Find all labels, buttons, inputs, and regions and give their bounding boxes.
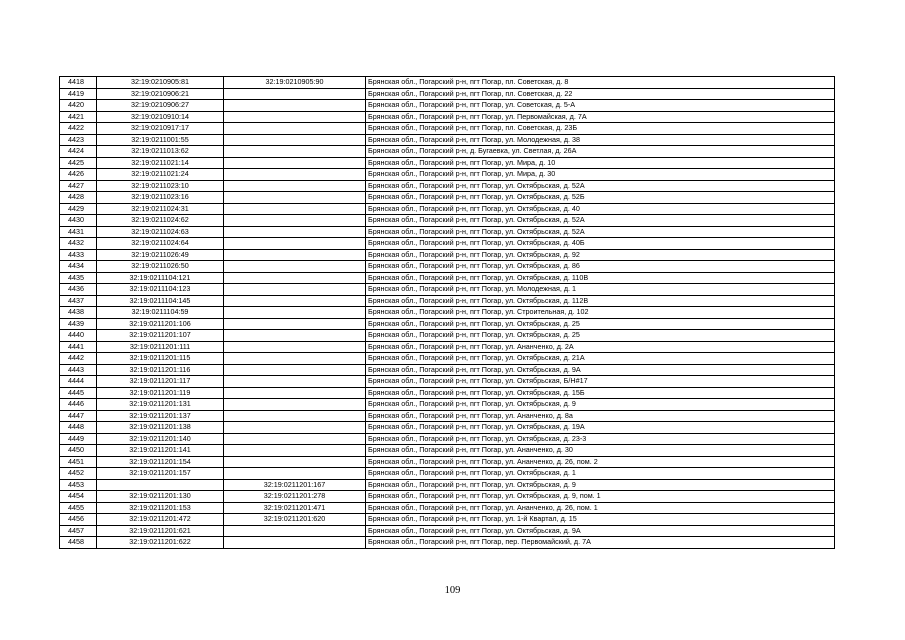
address-cell: Брянская обл., Погарский р-н, пгт Погар, ул. Октябрьская, д. 19А	[366, 422, 835, 434]
address-cell: Брянская обл., Погарский р-н, пгт Погар, ул. Ананченко, д. 30	[366, 445, 835, 457]
related-cadastral-number-cell	[224, 123, 366, 135]
table-row	[60, 157, 835, 169]
cadastral-table	[59, 76, 835, 549]
cadastral-number-cell: 32:19:0211104:59	[97, 307, 224, 319]
address-cell: Брянская обл., Погарский р-н, пгт Погар, ул. Октябрьская, Б/Н#17	[366, 376, 835, 388]
address-cell: Брянская обл., Погарский р-н, пгт Погар, ул. Октябрьская, д. 112В	[366, 295, 835, 307]
cadastral-number-cell: 32:19:0211201:107	[97, 330, 224, 342]
cadastral-number-cell	[97, 479, 224, 491]
table-row	[60, 295, 835, 307]
row-number-cell: 4457	[60, 525, 97, 537]
cadastral-number-cell: 32:19:0211201:153	[97, 502, 224, 514]
related-cadastral-number-cell	[224, 445, 366, 457]
cadastral-number-cell: 32:19:0211021:14	[97, 157, 224, 169]
table-row	[60, 272, 835, 284]
table-row	[60, 479, 835, 491]
related-cadastral-number-cell	[224, 169, 366, 181]
related-cadastral-number-cell	[224, 387, 366, 399]
related-cadastral-number-cell	[224, 238, 366, 250]
related-cadastral-number-cell	[224, 330, 366, 342]
related-cadastral-number-cell	[224, 410, 366, 422]
table-row	[60, 502, 835, 514]
related-cadastral-number-cell	[224, 157, 366, 169]
cadastral-number-cell: 32:19:0211201:115	[97, 353, 224, 365]
cadastral-number-cell: 32:19:0211024:31	[97, 203, 224, 215]
related-cadastral-number-cell: 32:19:0210905:90	[224, 77, 366, 89]
table-row	[60, 399, 835, 411]
cadastral-number-cell: 32:19:0210906:27	[97, 100, 224, 112]
row-number-cell: 4456	[60, 514, 97, 526]
row-number-cell: 4451	[60, 456, 97, 468]
row-number-cell: 4422	[60, 123, 97, 135]
cadastral-number-cell: 32:19:0211023:10	[97, 180, 224, 192]
row-number-cell: 4419	[60, 88, 97, 100]
related-cadastral-number-cell	[224, 146, 366, 158]
cadastral-number-cell: 32:19:0211024:63	[97, 226, 224, 238]
related-cadastral-number-cell	[224, 433, 366, 445]
related-cadastral-number-cell	[224, 134, 366, 146]
related-cadastral-number-cell: 32:19:0211201:620	[224, 514, 366, 526]
row-number-cell: 4418	[60, 77, 97, 89]
related-cadastral-number-cell	[224, 111, 366, 123]
address-cell: Брянская обл., Погарский р-н, пгт Погар, ул. Ананченко, д. 26, пом. 2	[366, 456, 835, 468]
cadastral-number-cell: 32:19:0211201:472	[97, 514, 224, 526]
address-cell: Брянская обл., Погарский р-н, пгт Погар, пер. Первомайский, д. 7А	[366, 537, 835, 549]
address-cell: Брянская обл., Погарский р-н, пгт Погар, ул. Октябрьская, д. 9А	[366, 364, 835, 376]
related-cadastral-number-cell	[224, 88, 366, 100]
address-cell: Брянская обл., Погарский р-н, пгт Погар, ул. Октябрьская, д. 110В	[366, 272, 835, 284]
row-number-cell: 4446	[60, 399, 97, 411]
table-row	[60, 180, 835, 192]
row-number-cell: 4450	[60, 445, 97, 457]
cadastral-number-cell: 32:19:0211104:121	[97, 272, 224, 284]
table-row	[60, 341, 835, 353]
row-number-cell: 4448	[60, 422, 97, 434]
cadastral-number-cell: 32:19:0211201:111	[97, 341, 224, 353]
address-cell: Брянская обл., Погарский р-н, пгт Погар, ул. Октябрьская, д. 1	[366, 468, 835, 480]
row-number-cell: 4439	[60, 318, 97, 330]
address-cell: Брянская обл., Погарский р-н, пгт Погар, ул. Октябрьская, д. 25	[366, 330, 835, 342]
table-row	[60, 307, 835, 319]
cadastral-number-cell: 32:19:0211026:49	[97, 249, 224, 261]
related-cadastral-number-cell	[224, 249, 366, 261]
cadastral-number-cell: 32:19:0211201:117	[97, 376, 224, 388]
address-cell: Брянская обл., Погарский р-н, пгт Погар, ул. Октябрьская, д. 25	[366, 318, 835, 330]
address-cell: Брянская обл., Погарский р-н, пгт Погар, пл. Советская, д. 23Б	[366, 123, 835, 135]
row-number-cell: 4445	[60, 387, 97, 399]
address-cell: Брянская обл., Погарский р-н, пгт Погар, ул. Октябрьская, д. 21А	[366, 353, 835, 365]
table-row	[60, 387, 835, 399]
row-number-cell: 4437	[60, 295, 97, 307]
cadastral-number-cell: 32:19:0210917:17	[97, 123, 224, 135]
cadastral-number-cell: 32:19:0210906:21	[97, 88, 224, 100]
row-number-cell: 4449	[60, 433, 97, 445]
table-row	[60, 169, 835, 181]
row-number-cell: 4444	[60, 376, 97, 388]
related-cadastral-number-cell	[224, 456, 366, 468]
related-cadastral-number-cell	[224, 295, 366, 307]
cadastral-number-cell: 32:19:0211201:130	[97, 491, 224, 503]
cadastral-number-cell: 32:19:0211201:131	[97, 399, 224, 411]
address-cell: Брянская обл., Погарский р-н, пгт Погар, ул. Октябрьская, д. 9	[366, 479, 835, 491]
page-number: 109	[444, 585, 461, 596]
row-number-cell: 4454	[60, 491, 97, 503]
row-number-cell: 4432	[60, 238, 97, 250]
cadastral-number-cell: 32:19:0211201:141	[97, 445, 224, 457]
related-cadastral-number-cell	[224, 341, 366, 353]
related-cadastral-number-cell	[224, 272, 366, 284]
related-cadastral-number-cell	[224, 537, 366, 549]
table-row	[60, 456, 835, 468]
address-cell: Брянская обл., Погарский р-н, пгт Погар, ул. Октябрьская, д. 86	[366, 261, 835, 273]
table-row	[60, 215, 835, 227]
related-cadastral-number-cell	[224, 376, 366, 388]
related-cadastral-number-cell: 32:19:0211201:167	[224, 479, 366, 491]
cadastral-number-cell: 32:19:0211023:16	[97, 192, 224, 204]
table-row	[60, 433, 835, 445]
row-number-cell: 4430	[60, 215, 97, 227]
cadastral-number-cell: 32:19:0211104:145	[97, 295, 224, 307]
cadastral-number-cell: 32:19:0211201:622	[97, 537, 224, 549]
table-row	[60, 192, 835, 204]
table-row	[60, 514, 835, 526]
address-cell: Брянская обл., Погарский р-н, д. Бугаевка, ул. Светлая, д. 26А	[366, 146, 835, 158]
related-cadastral-number-cell	[224, 100, 366, 112]
row-number-cell: 4420	[60, 100, 97, 112]
address-cell: Брянская обл., Погарский р-н, пгт Погар, ул. Строительная, д. 102	[366, 307, 835, 319]
row-number-cell: 4428	[60, 192, 97, 204]
cadastral-number-cell: 32:19:0211001:55	[97, 134, 224, 146]
address-cell: Брянская обл., Погарский р-н, пгт Погар, пл. Советская, д. 8	[366, 77, 835, 89]
row-number-cell: 4434	[60, 261, 97, 273]
table-row	[60, 226, 835, 238]
table-row	[60, 318, 835, 330]
table-row	[60, 468, 835, 480]
table-row	[60, 376, 835, 388]
table-row	[60, 123, 835, 135]
row-number-cell: 4423	[60, 134, 97, 146]
row-number-cell: 4441	[60, 341, 97, 353]
related-cadastral-number-cell	[224, 399, 366, 411]
related-cadastral-number-cell	[224, 203, 366, 215]
table-row	[60, 330, 835, 342]
row-number-cell: 4429	[60, 203, 97, 215]
row-number-cell: 4452	[60, 468, 97, 480]
address-cell: Брянская обл., Погарский р-н, пгт Погар, ул. Советская, д. 5-А	[366, 100, 835, 112]
cadastral-number-cell: 32:19:0211201:621	[97, 525, 224, 537]
related-cadastral-number-cell	[224, 215, 366, 227]
table-row	[60, 445, 835, 457]
related-cadastral-number-cell	[224, 468, 366, 480]
cadastral-number-cell: 32:19:0211104:123	[97, 284, 224, 296]
address-cell: Брянская обл., Погарский р-н, пгт Погар, ул. Мира, д. 10	[366, 157, 835, 169]
address-cell: Брянская обл., Погарский р-н, пгт Погар, ул. Октябрьская, д. 9	[366, 399, 835, 411]
cadastral-number-cell: 32:19:0211201:140	[97, 433, 224, 445]
address-cell: Брянская обл., Погарский р-н, пгт Погар, ул. Октябрьская, д. 52А	[366, 180, 835, 192]
address-cell: Брянская обл., Погарский р-н, пгт Погар, ул. Октябрьская, д. 23-3	[366, 433, 835, 445]
address-cell: Брянская обл., Погарский р-н, пгт Погар, ул. Октябрьская, д. 9, пом. 1	[366, 491, 835, 503]
related-cadastral-number-cell	[224, 422, 366, 434]
related-cadastral-number-cell: 32:19:0211201:278	[224, 491, 366, 503]
address-cell: Брянская обл., Погарский р-н, пгт Погар, ул. Октябрьская, д. 9А	[366, 525, 835, 537]
row-number-cell: 4438	[60, 307, 97, 319]
table-row	[60, 491, 835, 503]
row-number-cell: 4425	[60, 157, 97, 169]
cadastral-number-cell: 32:19:0211201:116	[97, 364, 224, 376]
row-number-cell: 4447	[60, 410, 97, 422]
table-row	[60, 146, 835, 158]
related-cadastral-number-cell	[224, 261, 366, 273]
address-cell: Брянская обл., Погарский р-н, пгт Погар, ул. Ананченко, д. 2А	[366, 341, 835, 353]
table-row	[60, 410, 835, 422]
table-row	[60, 111, 835, 123]
related-cadastral-number-cell	[224, 364, 366, 376]
row-number-cell: 4424	[60, 146, 97, 158]
address-cell: Брянская обл., Погарский р-н, пгт Погар, ул. Молодежная, д. 38	[366, 134, 835, 146]
address-cell: Брянская обл., Погарский р-н, пгт Погар, ул. Октябрьская, д. 52А	[366, 226, 835, 238]
related-cadastral-number-cell	[224, 307, 366, 319]
address-cell: Брянская обл., Погарский р-н, пгт Погар, ул. Ананченко, д. 26, пом. 1	[366, 502, 835, 514]
address-cell: Брянская обл., Погарский р-н, пгт Погар, ул. Октябрьская, д. 52Б	[366, 192, 835, 204]
table-body	[60, 77, 835, 549]
row-number-cell: 4427	[60, 180, 97, 192]
related-cadastral-number-cell	[224, 192, 366, 204]
cadastral-number-cell: 32:19:0211201:137	[97, 410, 224, 422]
cadastral-number-cell: 32:19:0211201:154	[97, 456, 224, 468]
address-cell: Брянская обл., Погарский р-н, пгт Погар, ул. 1-й Квартал, д. 15	[366, 514, 835, 526]
address-cell: Брянская обл., Погарский р-н, пгт Погар, пл. Советская, д. 22	[366, 88, 835, 100]
row-number-cell: 4433	[60, 249, 97, 261]
address-cell: Брянская обл., Погарский р-н, пгт Погар, ул. Октябрьская, д. 40Б	[366, 238, 835, 250]
address-cell: Брянская обл., Погарский р-н, пгт Погар, ул. Октябрьская, д. 52А	[366, 215, 835, 227]
table-row	[60, 353, 835, 365]
address-cell: Брянская обл., Погарский р-н, пгт Погар, ул. Первомайская, д. 7А	[366, 111, 835, 123]
row-number-cell: 4458	[60, 537, 97, 549]
row-number-cell: 4435	[60, 272, 97, 284]
row-number-cell: 4455	[60, 502, 97, 514]
cadastral-number-cell: 32:19:0211024:64	[97, 238, 224, 250]
row-number-cell: 4421	[60, 111, 97, 123]
row-number-cell: 4436	[60, 284, 97, 296]
table-row	[60, 537, 835, 549]
address-cell: Брянская обл., Погарский р-н, пгт Погар, ул. Октябрьская, д. 92	[366, 249, 835, 261]
address-cell: Брянская обл., Погарский р-н, пгт Погар, ул. Ананченко, д. 8а	[366, 410, 835, 422]
table-row	[60, 100, 835, 112]
cadastral-number-cell: 32:19:0210910:14	[97, 111, 224, 123]
address-cell: Брянская обл., Погарский р-н, пгт Погар, ул. Октябрьская, д. 15Б	[366, 387, 835, 399]
related-cadastral-number-cell: 32:19:0211201:471	[224, 502, 366, 514]
cadastral-number-cell: 32:19:0211201:106	[97, 318, 224, 330]
address-cell: Брянская обл., Погарский р-н, пгт Погар, ул. Октябрьская, д. 40	[366, 203, 835, 215]
table-row	[60, 284, 835, 296]
row-number-cell: 4426	[60, 169, 97, 181]
table-row	[60, 238, 835, 250]
related-cadastral-number-cell	[224, 284, 366, 296]
cadastral-number-cell: 32:19:0211026:50	[97, 261, 224, 273]
table-row	[60, 88, 835, 100]
table-row	[60, 77, 835, 89]
row-number-cell: 4431	[60, 226, 97, 238]
cadastral-number-cell: 32:19:0211201:138	[97, 422, 224, 434]
table-row	[60, 525, 835, 537]
cadastral-number-cell: 32:19:0211024:62	[97, 215, 224, 227]
row-number-cell: 4440	[60, 330, 97, 342]
row-number-cell: 4443	[60, 364, 97, 376]
related-cadastral-number-cell	[224, 318, 366, 330]
cadastral-number-cell: 32:19:0211201:157	[97, 468, 224, 480]
row-number-cell: 4442	[60, 353, 97, 365]
row-number-cell: 4453	[60, 479, 97, 491]
table-row	[60, 249, 835, 261]
cadastral-number-cell: 32:19:0210905:81	[97, 77, 224, 89]
table-row	[60, 134, 835, 146]
table-row	[60, 203, 835, 215]
address-cell: Брянская обл., Погарский р-н, пгт Погар, ул. Мира, д. 30	[366, 169, 835, 181]
address-cell: Брянская обл., Погарский р-н, пгт Погар, ул. Молодежная, д. 1	[366, 284, 835, 296]
cadastral-number-cell: 32:19:0211201:119	[97, 387, 224, 399]
related-cadastral-number-cell	[224, 180, 366, 192]
table-row	[60, 261, 835, 273]
table-row	[60, 422, 835, 434]
cadastral-number-cell: 32:19:0211013:62	[97, 146, 224, 158]
related-cadastral-number-cell	[224, 226, 366, 238]
cadastral-number-cell: 32:19:0211021:24	[97, 169, 224, 181]
related-cadastral-number-cell	[224, 525, 366, 537]
related-cadastral-number-cell	[224, 353, 366, 365]
table-row	[60, 364, 835, 376]
